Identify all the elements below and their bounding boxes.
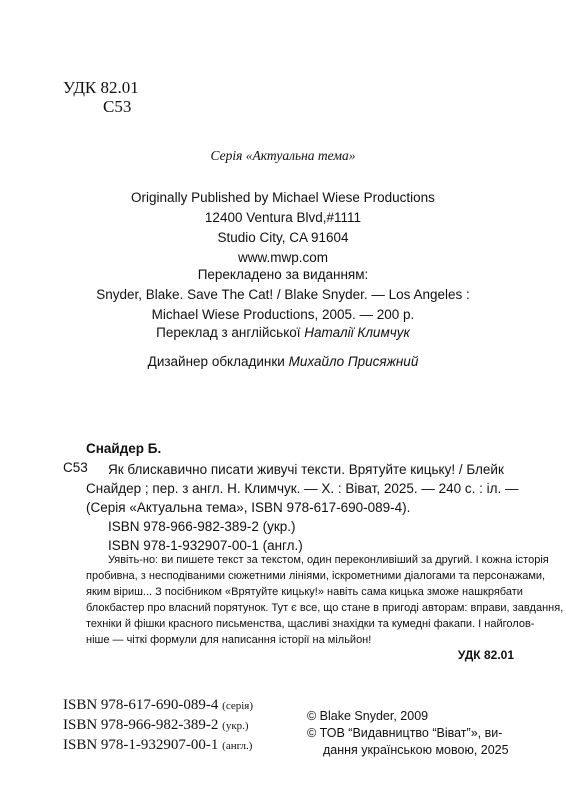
abstract-line: Уявіть-но: ви пишете текст за текстом, один переконливіший за другий. І кожна історія [108,554,549,566]
abstract-line: блокбастер про власний порятунок. Тут є все, що стане в пригоді авторам: вправи, завдання, [86,602,564,614]
translator-name: Наталії Климчук [304,325,410,340]
cover-designer-credit [0,354,566,369]
catalog-author: Снайдер Б. [86,441,162,456]
catalog-isbn: ISBN 978-966-982-389-2 (укр.) [108,519,296,534]
original-publisher-block [0,188,566,268]
translated-from-line: Michael Wiese Productions, 2005. — 200 p. [151,307,415,322]
isbn-number: ISBN 978-617-690-089-4 [63,697,219,713]
cover-designer-name: Михайло Присяжний [288,354,419,369]
abstract-line: ніше — чіткі формули для написання історії на мільйон! [86,634,372,646]
translated-from-heading: Перекладено за виданням: [197,267,369,282]
abstract-line: яким віриш... З посібником «Врятуйте кицьку!» навіть сама кицька зможе нашкрябати [86,586,523,598]
translator-prefix: Переклад з англійської [156,325,301,340]
original-street: 12400 Ventura Blvd,#1111 [204,210,362,225]
udk-classification [63,78,139,116]
abstract [86,552,564,648]
catalog-line: Як блискавично писати живучі тексти. Врятуйте кицьку! / Блейк [108,462,504,477]
catalog-isbn: ISBN 978-1-932907-00-1 (англ.) [108,538,303,553]
copyright-line: © Blake Snyder, 2009 [307,709,429,723]
udk-bottom: УДК 82.01 [457,648,514,662]
isbn-list [63,696,253,756]
translated-from-line: Snyder, Blake. Save The Cat! / Blake Snyder. — Los Angeles : [96,287,470,302]
isbn-note: (англ.) [222,740,253,752]
copyright-line: дання українською мовою, 2025 [323,743,509,757]
isbn-note: (серія) [222,700,253,712]
isbn-entry [63,716,253,736]
copyright-line: © ТОВ “Видавництво “Віват”», ви- [307,726,503,740]
translator-credit [0,325,566,340]
original-publisher: Originally Published by Michael Wiese Productions [131,190,435,205]
isbn-note: (укр.) [222,720,249,732]
original-website: www.mwp.com [237,250,328,265]
catalog-code: С53 [63,460,88,475]
cover-designer-prefix: Дизайнер обкладинки [147,354,285,369]
catalog-line: Снайдер ; пер. з англ. Н. Климчук. — Х. : Віват, 2025. — 240 с. : іл. — [86,481,519,496]
copyright-block [307,708,509,759]
translated-from-block [0,265,566,325]
author-mark: С53 [103,97,132,116]
abstract-line: пробивна, з несподіваними сюжетними лініями, іскрометними діалогами та персонажами, [86,570,546,582]
catalog-line: (Серія «Актуальна тема», ISBN 978-617-690-089-4). [86,500,411,515]
abstract-line: техніки й фішки красного письменства, щасливі знахідки та кумедні факапи. І найголов- [86,618,535,630]
catalog-description [86,460,526,555]
udk-label: УДК 82.01 [63,78,139,97]
isbn-entry [63,736,253,756]
original-city: Studio City, CA 91604 [217,230,349,245]
isbn-number: ISBN 978-1-932907-00-1 [63,737,219,753]
isbn-entry [63,696,253,716]
isbn-number: ISBN 978-966-982-389-2 [63,717,219,733]
series-title: Серія «Актуальна тема» [210,148,356,163]
